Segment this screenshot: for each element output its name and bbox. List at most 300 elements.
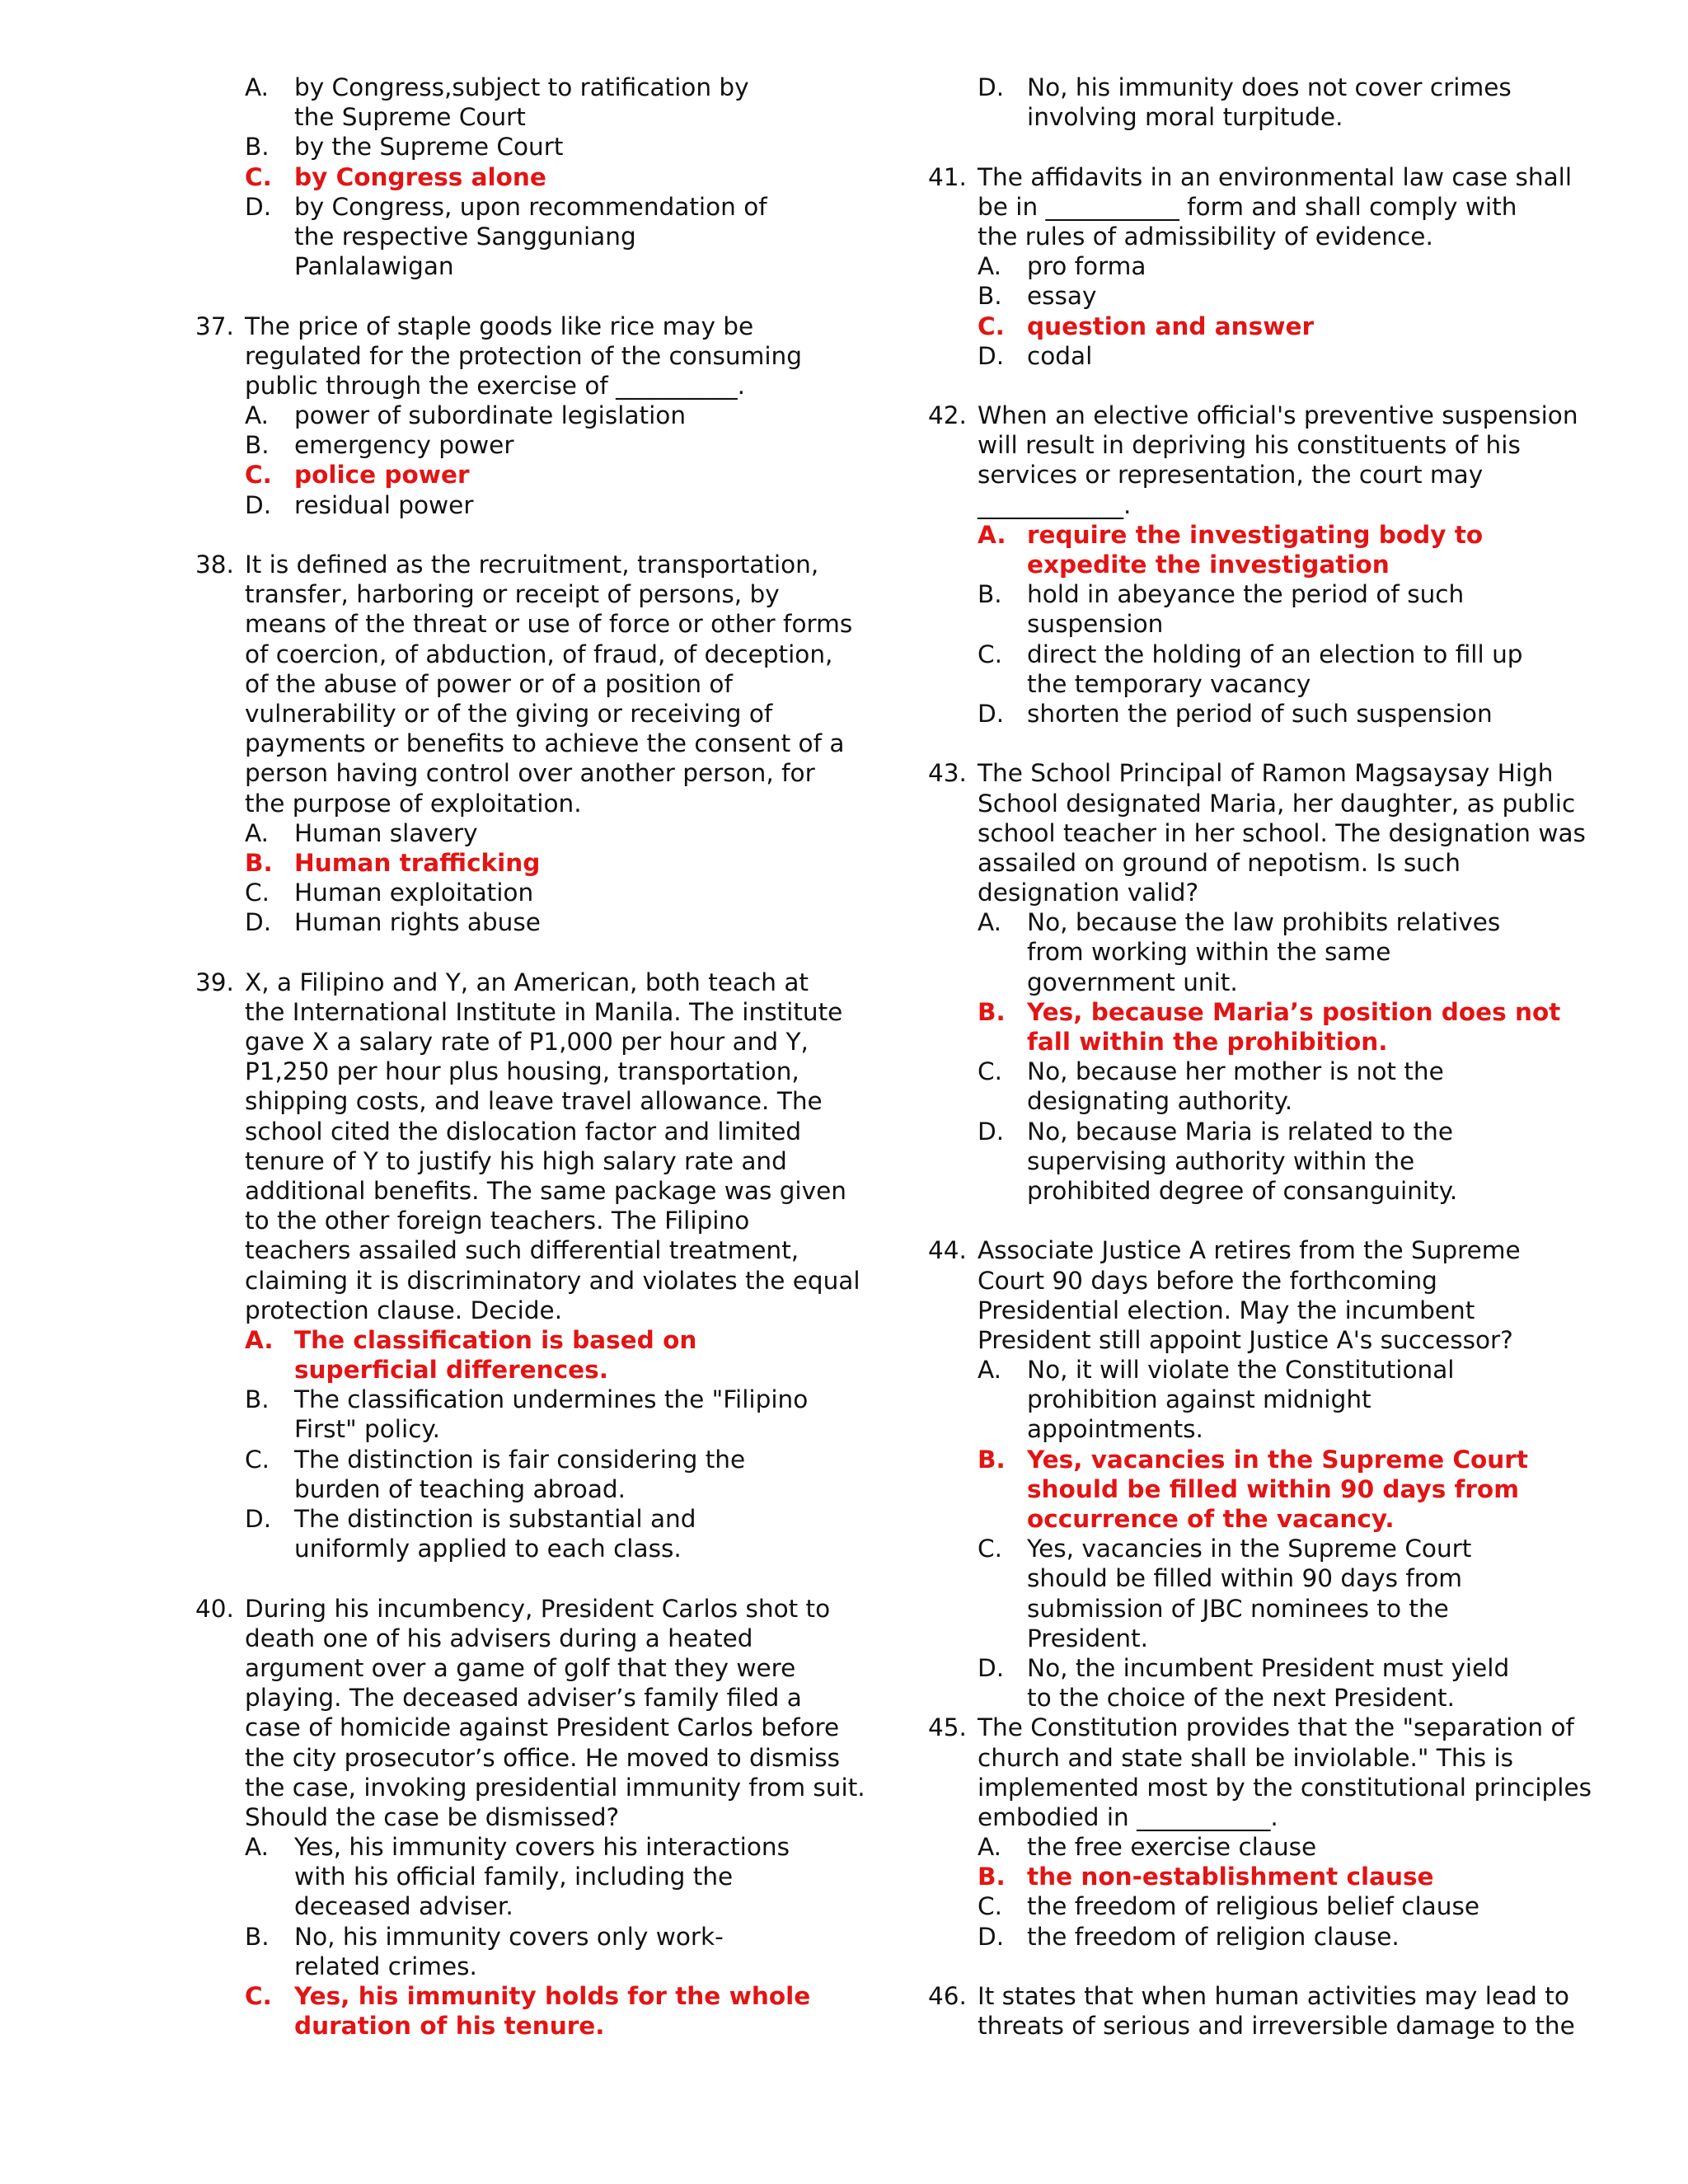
option-letter: C. [245,1982,272,2010]
question-text: public through the exercise of __________. [245,371,746,400]
q40-optB-l1 [195,1922,789,1952]
option-text: to the choice of the next President. [1027,1684,1456,1713]
question-text: The price of staple goods like rice may be [245,312,754,340]
q40-optC-l2 [195,2011,789,2041]
q40-l1 [195,1594,831,1624]
question-number: 43. [928,759,967,788]
option-letter: B. [978,997,1006,1026]
q43-l3 [928,818,1586,848]
question-text: will result in depriving his constituents of his [978,431,1521,460]
option-letter: C. [978,640,1002,668]
q43-optD-l2 [928,1146,1530,1176]
question-text: designation valid? [978,879,1199,907]
q43-l4 [928,848,1530,878]
option-letter: D. [978,341,1005,370]
q41-optB [928,281,1530,311]
q39-l10 [195,1235,799,1265]
q44-optD-l2 [928,1683,1530,1713]
option-text: The distinction is fair considering the [294,1445,746,1474]
option-text: deceased adviser. [294,1892,513,1921]
question-text: church and state shall be inviolable." This is [978,1743,1514,1772]
option-text: the respective Sangguniang [294,222,636,251]
q45-l1 [928,1713,1574,1742]
q39-l3 [195,1027,809,1057]
question-text: teachers assailed such differential treatment, [245,1236,799,1265]
q38-l1 [195,550,819,579]
q43-optD-l1 [928,1117,1530,1146]
q39-l1 [195,968,809,997]
question-number: 45. [928,1713,967,1742]
option-text: pro forma [1027,252,1146,281]
q40-optB-l2 [195,1952,789,1981]
option-letter: B. [978,1863,1006,1891]
option-text: No, because her mother is not the [1027,1057,1444,1086]
q39-optD-l1 [195,1504,789,1534]
q38-l8 [195,758,815,788]
question-text: death one of his advisers during a heated [245,1624,753,1652]
question-text: P1,250 per hour plus housing, transportation, [245,1057,799,1086]
q39-l11 [195,1266,860,1296]
option-text: the Supreme Court [294,103,526,132]
q38-optB [195,848,789,878]
q44-l2 [928,1266,1530,1296]
q39-optB-l1 [195,1385,809,1414]
option-text: Human slavery [294,818,478,847]
q46-l2 [928,2011,1575,2041]
q41-optC [928,312,1530,341]
option-letter: B. [245,848,273,877]
option-text: No, because Maria is related to the [1027,1117,1454,1146]
question-text: case of homicide against President Carlos before [245,1713,840,1742]
option-text: Yes, because Maria’s position does not [1027,997,1561,1026]
q40-l2 [195,1624,789,1653]
question-text: threats of serious and irreversible damage to the [978,2012,1575,2041]
option-text: duration of his tenure. [294,2012,605,2041]
q37-l2 [195,341,802,371]
spacer [195,937,789,967]
question-text: During his incumbency, President Carlos shot to [245,1594,831,1623]
q38-l2 [195,579,789,609]
question-text: It states that when human activities may lead to [978,1982,1569,2010]
spacer [928,371,1530,401]
option-text: by the Supreme Court [294,133,564,162]
option-letter: C. [245,879,270,907]
q36-optD-l2 [195,222,789,251]
q39-l9 [195,1206,789,1235]
question-number: 46. [928,1982,967,2010]
option-text: First" policy. [294,1415,441,1444]
q37-l3 [195,371,789,401]
option-letter: C. [245,1445,270,1474]
option-letter: D. [245,192,272,221]
question-number: 38. [195,551,234,579]
q40-optA-l2 [195,1862,789,1891]
q41-l3 [928,222,1530,251]
q41-l1 [928,162,1573,192]
option-text: residual power [294,490,474,519]
option-text: shorten the period of such suspension [1027,699,1493,728]
question-text: When an elective official's preventive suspension [978,401,1578,430]
q40-l8 [195,1802,789,1832]
option-text: direct the holding of an election to fill up [1027,640,1523,668]
q46-l1 [928,1981,1569,2011]
q43-optC-l2 [928,1086,1530,1116]
option-text: President. [1027,1624,1148,1652]
option-text: No, it will violate the Constitutional [1027,1356,1455,1385]
question-text: argument over a game of golf that they were [245,1653,796,1682]
option-letter: B. [978,1445,1006,1474]
question-text: It is defined as the recruitment, transportation, [245,551,819,579]
question-text: shipping costs, and leave travel allowance. The [245,1087,823,1116]
option-letter: A. [978,252,1002,281]
option-text: should be filled within 90 days from [1027,1564,1463,1593]
option-text: government unit. [1027,968,1238,996]
question-text: means of the threat or use of force or other forms [245,610,853,639]
option-text: by Congress alone [294,162,546,191]
q43-optB-l2 [928,1027,1530,1057]
question-text: The Constitution provides that the "separation of [978,1713,1574,1742]
q38-l4 [195,640,833,669]
q44-optA-l2 [928,1385,1530,1414]
option-text: the non-establishment clause [1027,1863,1434,1891]
option-text: Yes, vacancies in the Supreme Court [1027,1445,1528,1474]
q42-optC-l2 [928,669,1530,699]
option-letter: B. [245,1922,270,1951]
q45-optA [928,1832,1530,1862]
option-letter: A. [245,73,270,101]
q40-optA-l1 [195,1832,789,1862]
question-text: implemented most by the constitutional principles [978,1773,1592,1802]
q42-l2 [928,430,1530,460]
q44-optB-l3 [928,1504,1530,1534]
spacer [928,729,1530,758]
question-text: embodied in ___________. [978,1802,1278,1831]
q43-optC-l1 [928,1057,1530,1086]
q42-optC-l1 [928,640,1530,669]
q36-optD-l3 [195,251,789,281]
option-text: by Congress,subject to ratification by [294,73,749,101]
q39-optA-l2 [195,1355,789,1385]
option-text: related crimes. [294,1952,477,1980]
option-text: occurrence of the vacancy. [1027,1505,1395,1533]
question-text: assailed on ground of nepotism. Is such [978,848,1461,877]
option-text: by Congress, upon recommendation of [294,192,767,221]
option-letter: D. [978,1117,1005,1146]
option-text: burden of teaching abroad. [294,1474,626,1503]
question-text: Associate Justice A retires from the Supreme [978,1236,1521,1265]
question-text: President still appoint Justice A's successor? [978,1325,1513,1354]
left-column [195,73,865,2041]
option-text: uniformly applied to each class. [294,1535,682,1563]
option-text: the free exercise clause [1027,1833,1317,1862]
q42-optB-l1 [928,579,1530,609]
question-text: the purpose of exploitation. [245,789,582,818]
q43-l2 [928,789,1576,818]
q39-optC-l1 [195,1445,789,1474]
option-letter: B. [245,431,270,460]
option-text: should be filled within 90 days from [1027,1474,1519,1503]
q41-optD [928,341,1530,371]
option-letter: A. [978,520,1006,549]
option-text: superficial differences. [294,1356,608,1385]
option-text: Yes, his immunity covers his interactions [294,1833,790,1862]
q37-l1 [195,312,789,341]
q38-l3 [195,609,853,639]
q36-optA-l1 [195,73,789,102]
question-text: services or representation, the court may [978,461,1484,490]
right-column [928,73,1592,2041]
question-text: protection clause. Decide. [245,1296,563,1324]
q38-optD [195,907,789,937]
q36-optD-l1 [195,192,789,222]
q42-optD [928,699,1530,729]
spacer [928,132,1530,162]
q38-l6 [195,699,789,729]
q44-optA-l1 [928,1355,1530,1385]
option-text: with his official family, including the [294,1863,734,1891]
question-text: be in ___________ form and shall comply with [978,192,1517,221]
q36-optA-l2 [195,102,789,132]
option-text: designating authority. [1027,1087,1293,1116]
q44-optC-l4 [928,1624,1530,1653]
q45-optD [928,1922,1530,1952]
option-text: hold in abeyance the period of such [1027,580,1465,609]
question-text: tenure of Y to justify his high salary rate and [245,1146,787,1175]
q43-optA-l3 [928,968,1530,997]
option-text: The classification undermines the "Filipino [294,1385,809,1414]
option-text: the temporary vacancy [1027,669,1311,698]
q40-optD-l2 [928,102,1530,132]
q43-optA-l1 [928,907,1530,937]
option-text: Human trafficking [294,848,541,877]
q43-optB-l1 [928,997,1561,1027]
option-text: prohibited degree of consanguinity. [1027,1176,1458,1205]
q44-optC-l2 [928,1563,1530,1593]
question-text: school cited the dislocation factor and limited [245,1117,802,1146]
q37-optB [195,430,789,460]
question-text: gave X a salary rate of P1,000 per hour and Y, [245,1028,809,1056]
q42-l3 [928,460,1530,490]
question-number: 40. [195,1594,234,1623]
q39-optC-l2 [195,1474,789,1504]
q36-optB [195,132,789,162]
option-letter: D. [245,1505,272,1533]
option-letter: D. [245,908,272,937]
q43-optA-l2 [928,937,1530,967]
option-text: fall within the prohibition. [1027,1028,1388,1056]
question-text: X, a Filipino and Y, an American, both teach at [245,968,809,996]
q39-optA-l1 [195,1325,789,1355]
q42-optB-l2 [928,609,1530,639]
q41-l2 [928,192,1530,222]
question-text: Presidential election. May the incumbent [978,1296,1475,1324]
question-text: The School Principal of Ramon Magsaysay High [978,759,1554,788]
option-letter: C. [245,461,272,490]
option-letter: C. [245,162,272,191]
question-text: vulnerability or of the giving or receiving of [245,699,773,728]
option-text: emergency power [294,431,514,460]
question-text: the city prosecutor’s office. He moved to dismiss [245,1743,841,1772]
q40-optA-l3 [195,1891,789,1921]
q40-optD-l1 [928,73,1530,102]
option-text: supervising authority within the [1027,1146,1415,1175]
option-letter: D. [978,1653,1005,1682]
question-text: school teacher in her school. The designation was [978,818,1586,847]
option-letter: C. [978,1892,1002,1921]
q42-optA-l2 [928,550,1530,579]
q40-l5 [195,1713,840,1742]
q37-optD [195,490,789,520]
q44-optB-l1 [928,1445,1530,1474]
q45-l2 [928,1743,1530,1773]
option-letter: A. [245,1833,270,1862]
q42-l1 [928,401,1578,430]
option-text: Human rights abuse [294,908,541,937]
q36-optC [195,162,789,192]
question-text: regulated for the protection of the consuming [245,341,802,370]
q39-l6 [195,1117,802,1146]
option-text: The distinction is substantial and [294,1505,696,1533]
option-text: Panlalawigan [294,252,454,281]
option-text: Yes, his immunity holds for the whole [294,1982,811,2010]
q41-optA [928,251,1530,281]
option-letter: D. [978,699,1005,728]
q39-l2 [195,997,843,1027]
question-text: to the other foreign teachers. The Filipino [245,1207,750,1235]
q40-optC-l1 [195,1981,811,2011]
q39-l7 [195,1146,789,1176]
q44-optD-l1 [928,1653,1530,1683]
q45-l3 [928,1773,1592,1802]
q44-optC-l1 [928,1534,1530,1563]
option-text: No, his immunity does not cover crimes [1027,73,1512,101]
option-letter: D. [245,490,272,519]
option-letter: C. [978,1535,1002,1563]
option-text: involving moral turpitude. [1027,103,1343,132]
q39-l4 [195,1057,799,1086]
q44-optC-l3 [928,1594,1530,1624]
question-number: 39. [195,968,234,996]
option-text: appointments. [1027,1415,1203,1444]
question-text: the International Institute in Manila. The institute [245,997,843,1026]
q40-l6 [195,1743,841,1773]
option-letter: A. [245,818,270,847]
q39-l8 [195,1176,846,1206]
option-letter: A. [978,908,1002,937]
q39-optB-l2 [195,1414,789,1444]
option-text: No, his immunity covers only work- [294,1922,724,1951]
option-text: expedite the investigation [1027,551,1390,579]
option-letter: A. [245,1325,274,1354]
q38-l5 [195,669,789,699]
q40-l4 [195,1683,802,1713]
question-text: Court 90 days before the forthcoming [978,1266,1437,1295]
question-text: payments or benefits to achieve the consent of a [245,729,845,758]
spacer [195,1563,789,1593]
option-text: the freedom of religion clause. [1027,1922,1400,1951]
option-letter: C. [978,1057,1002,1086]
option-text: No, the incumbent President must yield [1027,1653,1510,1682]
option-text: codal [1027,341,1093,370]
q44-optA-l3 [928,1414,1530,1444]
question-text: Should the case be dismissed? [245,1802,620,1831]
option-text: prohibition against midnight [1027,1385,1372,1414]
q39-l12 [195,1296,789,1325]
question-text: of coercion, of abduction, of fraud, of deception, [245,640,833,668]
option-letter: B. [978,282,1002,311]
option-letter: A. [245,401,270,430]
option-text: question and answer [1027,312,1315,340]
q38-l9 [195,789,789,818]
option-text: Yes, vacancies in the Supreme Court [1027,1535,1472,1563]
question-text: additional benefits. The same package was given [245,1176,846,1205]
question-text: playing. The deceased adviser’s family filed a [245,1684,802,1713]
question-text: person having control over another person, for [245,759,815,788]
option-text: police power [294,461,470,490]
q37-optA [195,401,789,430]
question-text: The affidavits in an environmental law case shall [978,162,1573,191]
spacer [928,1206,1530,1235]
spacer [195,281,789,311]
spacer [195,520,789,550]
option-text: Human exploitation [294,879,534,907]
option-text: power of subordinate legislation [294,401,687,430]
q44-l1 [928,1235,1530,1265]
q39-l5 [195,1086,823,1116]
question-number: 37. [195,312,234,340]
option-text: essay [1027,282,1097,311]
option-text: submission of JBC nominees to the [1027,1594,1449,1623]
option-letter: A. [978,1833,1002,1862]
question-text: of the abuse of power or of a position of [245,669,733,698]
option-letter: D. [978,73,1005,101]
q43-l1 [928,758,1554,788]
q38-optA [195,818,789,848]
question-text: claiming it is discriminatory and violates the equal [245,1266,860,1295]
q45-optC [928,1891,1530,1921]
option-letter: B. [978,580,1002,609]
option-text: The classification is based on [294,1325,697,1354]
q44-l4 [928,1325,1530,1355]
q37-optC [195,460,789,490]
q40-l7 [195,1773,865,1802]
q44-optB-l2 [928,1474,1530,1504]
q38-l7 [195,729,845,758]
q43-optD-l3 [928,1176,1530,1206]
option-letter: A. [978,1356,1002,1385]
question-text: the rules of admissibility of evidence. [978,222,1433,251]
q42-l4 [928,490,1530,520]
q45-optB [928,1862,1530,1891]
option-letter: C. [978,312,1005,340]
q45-l4 [928,1802,1530,1832]
option-letter: D. [978,1922,1005,1951]
spacer [928,1952,1530,1981]
q42-optA-l1 [928,520,1530,550]
question-text: ____________. [978,490,1132,519]
q40-l3 [195,1653,796,1683]
question-text: the case, invoking presidential immunity from suit. [245,1773,865,1802]
option-text: from working within the same [1027,938,1391,967]
option-text: No, because the law prohibits relatives [1027,908,1501,937]
question-number: 41. [928,162,967,191]
q38-optC [195,878,789,907]
option-text: require the investigating body to [1027,520,1484,549]
option-letter: B. [245,133,270,162]
question-text: transfer, harboring or receipt of persons, by [245,580,780,609]
option-text: suspension [1027,610,1164,639]
question-number: 44. [928,1236,967,1265]
